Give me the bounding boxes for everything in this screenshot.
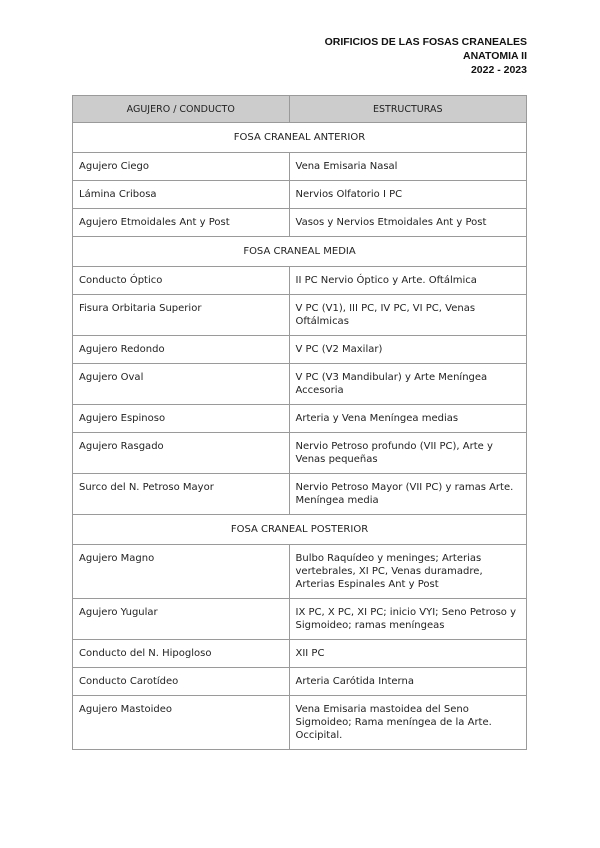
hole-cell: Agujero Oval <box>73 364 290 405</box>
hole-cell: Conducto del N. Hipogloso <box>73 640 290 668</box>
table-row <box>73 668 527 696</box>
table-row <box>73 267 527 295</box>
table-row <box>73 295 527 336</box>
table-row <box>73 181 527 209</box>
structures-cell: Nervio Petroso profundo (VII PC), Arte y Venas pequeñas <box>289 433 527 474</box>
structures-cell: IX PC, X PC, XI PC; inicio VYI; Seno Petroso y Sigmoideo; ramas meníngeas <box>289 599 527 640</box>
structures-cell: V PC (V2 Maxilar) <box>289 336 527 364</box>
structures-cell: Nervios Olfatorio I PC <box>289 181 527 209</box>
hole-cell: Agujero Rasgado <box>73 433 290 474</box>
table-row <box>73 209 527 237</box>
column-header-structures: ESTRUCTURAS <box>289 96 527 123</box>
column-header-hole: AGUJERO / CONDUCTO <box>73 96 290 123</box>
table-row <box>73 153 527 181</box>
structures-cell: Vena Emisaria Nasal <box>289 153 527 181</box>
hole-cell: Agujero Yugular <box>73 599 290 640</box>
hole-cell: Fisura Orbitaria Superior <box>73 295 290 336</box>
table-row <box>73 696 527 750</box>
hole-cell: Surco del N. Petroso Mayor <box>73 474 290 515</box>
table-row <box>73 433 527 474</box>
document-header <box>325 35 527 77</box>
structures-cell: XII PC <box>289 640 527 668</box>
structures-cell: II PC Nervio Óptico y Arte. Oftálmica <box>289 267 527 295</box>
table-row <box>73 336 527 364</box>
structures-cell: Vena Emisaria mastoidea del Seno Sigmoideo; Rama meníngea de la Arte. Occipital. <box>289 696 527 750</box>
table-row <box>73 474 527 515</box>
table-row <box>73 599 527 640</box>
hole-cell: Conducto Óptico <box>73 267 290 295</box>
structures-cell: V PC (V1), III PC, IV PC, VI PC, Venas Oftálmicas <box>289 295 527 336</box>
hole-cell: Agujero Espinoso <box>73 405 290 433</box>
section-title: FOSA CRANEAL MEDIA <box>73 237 527 267</box>
hole-cell: Conducto Carotídeo <box>73 668 290 696</box>
hole-cell: Agujero Mastoideo <box>73 696 290 750</box>
section-title: FOSA CRANEAL POSTERIOR <box>73 515 527 545</box>
document-title: ORIFICIOS DE LAS FOSAS CRANEALES <box>324 36 527 48</box>
structures-cell: Vasos y Nervios Etmoidales Ant y Post <box>289 209 527 237</box>
document-year: 2022 - 2023 <box>470 64 527 76</box>
hole-cell: Agujero Magno <box>73 545 290 599</box>
hole-cell: Lámina Cribosa <box>73 181 290 209</box>
structures-cell: Nervio Petroso Mayor (VII PC) y ramas Arte. Meníngea media <box>289 474 527 515</box>
section-title: FOSA CRANEAL ANTERIOR <box>73 123 527 153</box>
hole-cell: Agujero Etmoidales Ant y Post <box>73 209 290 237</box>
table-header-row <box>73 96 527 123</box>
table-row <box>73 405 527 433</box>
structures-cell: Arteria y Vena Meníngea medias <box>289 405 527 433</box>
structures-cell: V PC (V3 Mandibular) y Arte Meníngea Accesoria <box>289 364 527 405</box>
hole-cell: Agujero Redondo <box>73 336 290 364</box>
section-row-posterior <box>73 515 527 545</box>
table-row <box>73 364 527 405</box>
document-subtitle: ANATOMIA II <box>463 50 527 62</box>
structures-cell: Bulbo Raquídeo y meninges; Arterias vertebrales, XI PC, Venas duramadre, Arterias Espinales Ant y Post <box>289 545 527 599</box>
section-row-anterior <box>73 123 527 153</box>
hole-cell: Agujero Ciego <box>73 153 290 181</box>
structures-cell: Arteria Carótida Interna <box>289 668 527 696</box>
foramina-table <box>72 95 527 750</box>
section-row-media <box>73 237 527 267</box>
table-row <box>73 640 527 668</box>
table-row <box>73 545 527 599</box>
